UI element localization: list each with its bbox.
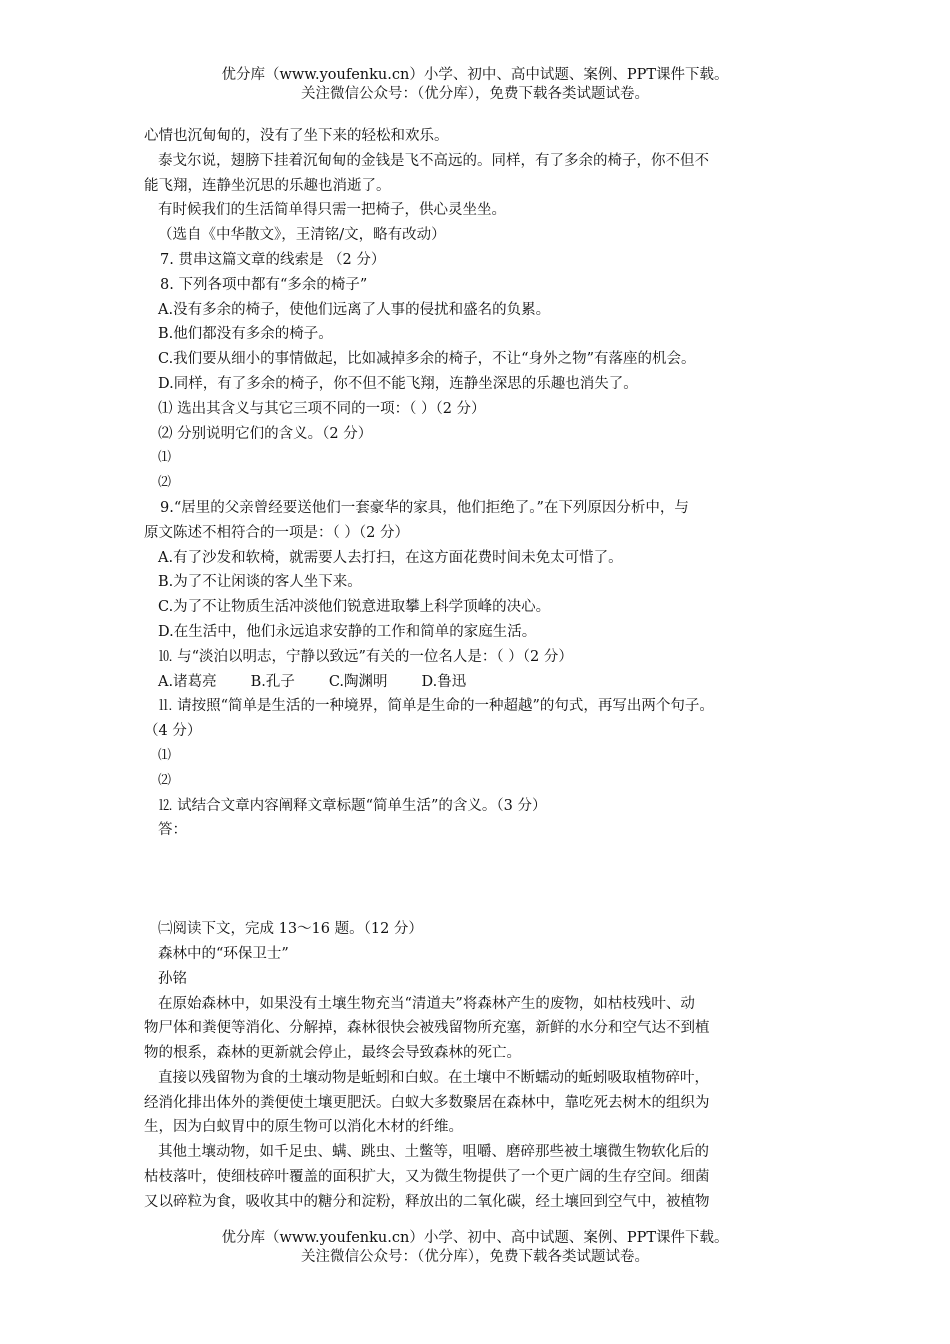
question-8-blank-2: ⑵ xyxy=(158,475,172,491)
article-text: 在原始森林中，如果没有土壤生物充当“清道夫”将森林产生的废物，如枯枝残叶、动 xyxy=(158,995,695,1012)
article-text: 枯枝落叶，使细枝碎叶覆盖的面积扩大，又为微生物提供了一个更广阔的生存空间。细菌 xyxy=(144,1169,710,1186)
question-9-option-d: D.在生活中，他们永远追求安静的工作和简单的家庭生活。 xyxy=(158,623,537,640)
page-header xyxy=(0,66,950,104)
question-9-stem: 9.“居里的父亲曾经要送他们一套豪华的家具，他们拒绝了。”在下列原因分析中，与 xyxy=(160,499,689,516)
question-8-option-c: C.我们要从细小的事情做起，比如减掉多余的椅子，不让“身外之物”有落座的机会。 xyxy=(158,351,696,368)
passage-text: 能飞翔，连静坐沉思的乐趣也消逝了。 xyxy=(144,177,391,194)
article-text: 生，因为白蚁胃中的原生物可以消化木材的纤维。 xyxy=(144,1119,463,1136)
footer-line-2: 关注微信公众号：（优分库），免费下载各类试题试卷。 xyxy=(301,1249,649,1265)
article-text: 又以碎粒为食，吸收其中的糖分和淀粉，释放出的二氧化碳，经土壤回到空气中，被植物 xyxy=(144,1193,710,1210)
question-11-stem: （4 分） xyxy=(144,723,202,740)
question-10-options xyxy=(144,670,820,695)
article-text: 物尸体和粪便等消化、分解掉，森林很快会被残留物所充塞，新鲜的水分和空气达不到植 xyxy=(144,1020,710,1037)
footer-line-1: 优分库（www.youfenku.cn）小学、初中、高中试题、案例、PPT课件下载。 xyxy=(221,1230,729,1246)
passage-text: 泰戈尔说，翅膀下挂着沉甸甸的金钱是飞不高远的。同样，有了多余的椅子，你不但不 xyxy=(158,152,709,169)
article-text: 直接以残留物为食的土壤动物是蚯蚓和白蚁。在土壤中不断蠕动的蚯蚓吸取植物碎叶， xyxy=(158,1069,709,1086)
question-11-blank-1: ⑴ xyxy=(158,747,172,763)
document-body xyxy=(144,124,820,1215)
article-text: 物的根系，森林的更新就会停止，最终会导致森林的死亡。 xyxy=(144,1045,521,1062)
article-text: 其他土壤动物，如千足虫、螨、跳虫、土鳖等，咀嚼、磨碎那些被土壤微生物软化后的 xyxy=(158,1144,709,1161)
passage-text: 心情也沉甸甸的，没有了坐下来的轻松和欢乐。 xyxy=(144,128,449,144)
answer-space xyxy=(144,843,820,917)
question-9-stem: 原文陈述不相符合的一项是：（ ）（2 分） xyxy=(144,524,409,541)
passage-source: （选自《中华散文》，王清铭/文，略有改动） xyxy=(158,227,446,244)
question-11-blank-2: ⑵ xyxy=(158,772,172,788)
question-8-option-d: D.同样，有了多余的椅子，你不但不能飞翔，连静坐深思的乐趣也消失了。 xyxy=(158,375,638,392)
article-title: 森林中的“环保卫士” xyxy=(158,945,289,962)
question-7: 7. 贯串这篇文章的线索是 （2 分） xyxy=(160,251,386,268)
question-9-option-a: A.有了沙发和软椅，就需要人去打扫，在这方面花费时间未免太可惜了。 xyxy=(158,549,623,566)
article-author: 孙铭 xyxy=(158,970,187,987)
question-8-blank-1: ⑴ xyxy=(158,450,172,466)
article-text: 经消化排出体外的粪便使土壤更肥沃。白蚁大多数聚居在森林中，靠吃死去树木的组织为 xyxy=(144,1094,710,1111)
question-12-stem: ⒓ 试结合文章内容阐释文章标题“简单生活”的含义。（3 分） xyxy=(158,797,547,814)
question-12-answer-label: 答： xyxy=(158,822,187,839)
passage-text: 有时候我们的生活简单得只需一把椅子，供心灵坐坐。 xyxy=(158,202,506,219)
question-8-stem: 8. 下列各项中都有“多余的椅子” xyxy=(160,276,368,293)
question-8-option-b: B.他们都没有多余的椅子。 xyxy=(158,326,333,343)
header-line-1: 优分库（www.youfenku.cn）小学、初中、高中试题、案例、PPT课件下载。 xyxy=(221,67,729,83)
question-10-option-c: C.陶渊明 xyxy=(328,673,388,690)
question-9-option-c: C.为了不让物质生活冲淡他们锐意进取攀上科学顶峰的决心。 xyxy=(158,599,551,616)
question-10-option-d: D.鲁迅 xyxy=(421,673,467,690)
page-footer xyxy=(0,1229,950,1267)
question-11-stem: ⒒ 请按照“简单是生活的一种境界，简单是生命的一种超越”的句式，再写出两个句子。 xyxy=(158,698,714,715)
question-10-option-b: B.孔子 xyxy=(250,673,295,690)
question-9-option-b: B.为了不让闲谈的客人坐下来。 xyxy=(158,574,362,591)
question-8-option-a: A.没有多余的椅子，使他们远离了人事的侵扰和盛名的负累。 xyxy=(158,301,551,318)
header-line-2: 关注微信公众号：（优分库），免费下载各类试题试卷。 xyxy=(301,86,649,102)
question-10-option-a: A.诸葛亮 xyxy=(158,673,217,690)
question-8-sub-1: ⑴ 选出其含义与其它三项不同的一项：（ ）（2 分） xyxy=(158,400,486,417)
question-8-sub-2: ⑵ 分别说明它们的含义。（2 分） xyxy=(158,425,373,442)
section-2-intro: ㈡阅读下文，完成 13～16 题。（12 分） xyxy=(158,921,423,938)
question-10-stem: ⒑ 与“淡泊以明志，宁静以致远”有关的一位名人是：（ ）（2 分） xyxy=(158,648,573,665)
